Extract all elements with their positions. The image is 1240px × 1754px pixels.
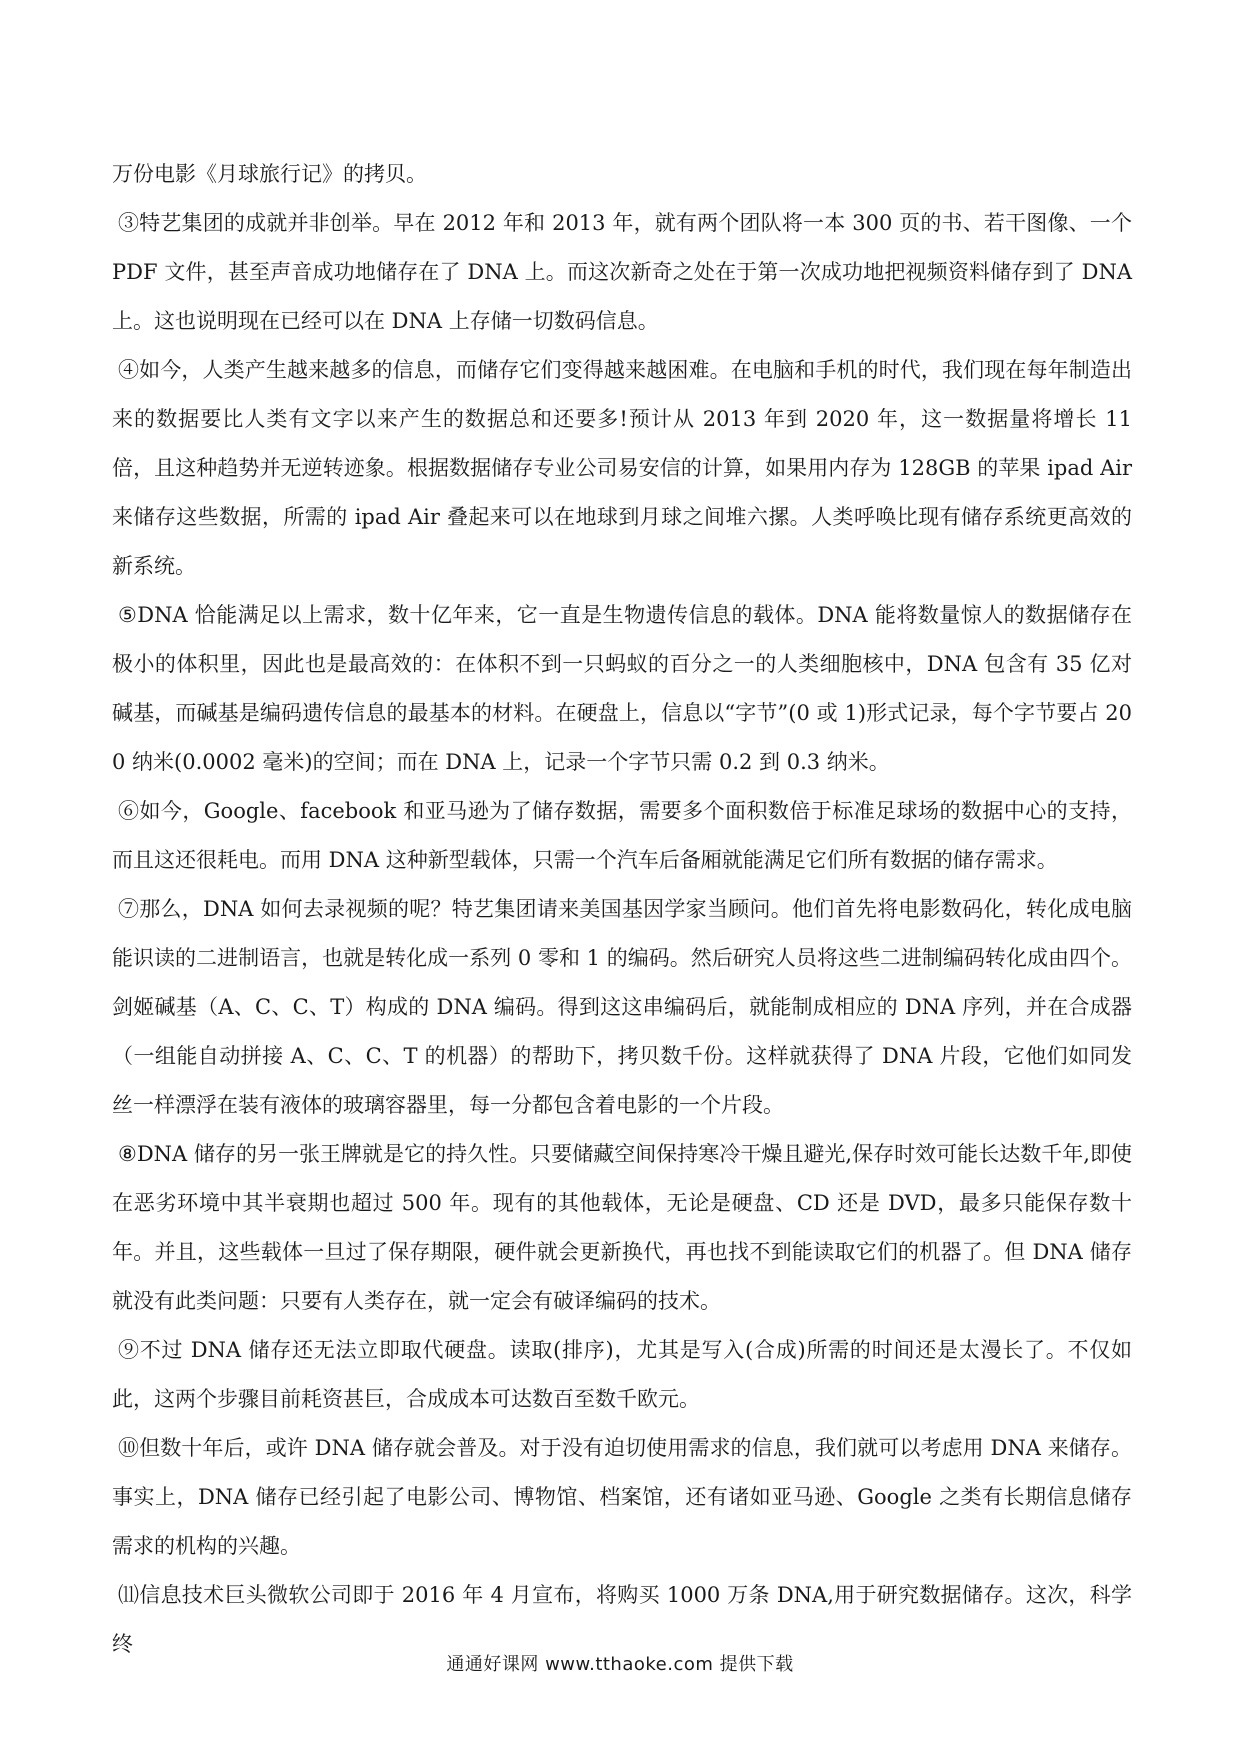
- paragraph-6: ⑥如今，Google、facebook 和亚马逊为了储存数据，需要多个面积数倍于标准足球场的数据中心的支持，而且这还很耗电。而用 DNA 这种新型载体，只需一个汽车后备厢就能满足它们所有数据的储存需求。: [112, 799, 1132, 872]
- paragraph-4: ④如今，人类产生越来越多的信息，而储存它们变得越来越困难。在电脑和手机的时代，我们现在每年制造出来的数据要比人类有文字以来产生的数据总和还要多!预计从 2013 年到 2020 年，这一数据量将增长 11 倍，且这种趋势并无逆转迹象。根据数据储存专业公司易安信的计算，如果用内存为 128GB 的苹果 ipad Air 来储存这些数据，所需的 ipad Air 叠起来可以在地球到月球之间堆六摞。人类呼唤比现有储存系统更高效的新系统。: [112, 358, 1132, 578]
- page-footer: 通通好课网 www.tthaoke.com 提供下载: [446, 1654, 794, 1675]
- paragraph-9: ⑨不过 DNA 储存还无法立即取代硬盘。读取(排序)，尤其是写入(合成)所需的时间还是太漫长了。不仅如此，这两个步骤目前耗资甚巨，合成成本可达数百至数千欧元。: [112, 1338, 1132, 1411]
- paragraph-3: ③特艺集团的成就并非创举。早在 2012 年和 2013 年，就有两个团队将一本 300 页的书、若干图像、一个 PDF 文件，甚至声音成功地储存在了 DNA 上。而这次新奇之处在于第一次成功地把视频资料储存到了 DNA 上。这也说明现在已经可以在 DNA 上存储一切数码信息。: [112, 211, 1132, 333]
- paragraph-11: ⑾信息技术巨头微软公司即于 2016 年 4 月宣布，将购买 1000 万条 DNA,用于研究数据储存。这次，科学终: [112, 1583, 1132, 1656]
- paragraph-10: ⑩但数十年后，或许 DNA 储存就会普及。对于没有迫切使用需求的信息，我们就可以考虑用 DNA 来储存。事实上，DNA 储存已经引起了电影公司、博物馆、档案馆，还有诸如亚马逊、Google 之类有长期信息储存需求的机构的兴趣。: [112, 1436, 1132, 1558]
- paragraph-5: ⑤DNA 恰能满足以上需求，数十亿年来，它一直是生物遗传信息的载体。DNA 能将数量惊人的数据储存在极小的体积里，因此也是最高效的：在体积不到一只蚂蚁的百分之一的人类细胞核中，DNA 包含有 35 亿对碱基，而碱基是编码遗传信息的最基本的材料。在硬盘上，信息以“字节”(0 或 1)形式记录，每个字节要占 200 纳米(0.0002 毫米)的空间；而在 DNA 上，记录一个字节只需 0.2 到 0.3 纳米。: [112, 603, 1132, 774]
- paragraph-8: ⑧DNA 储存的另一张王牌就是它的持久性。只要储藏空间保持寒冷干燥且避光,保存时效可能长达数千年,即使在恶劣环境中其半衰期也超过 500 年。现有的其他载体，无论是硬盘、CD 还是 DVD，最多只能保存数十年。并且，这些载体一旦过了保存期限，硬件就会更新换代，再也找不到能读取它们的机器了。但 DNA 储存就没有此类问题：只要有人类存在，就一定会有破译编码的技术。: [112, 1142, 1132, 1313]
- paragraph-7: ⑦那么，DNA 如何去录视频的呢？特艺集团请来美国基因学家当顾问。他们首先将电影数码化，转化成电脑能识读的二进制语言，也就是转化成一系列 0 零和 1 的编码。然后研究人员将这些二进制编码转化成由四个。剑姬碱基（A、C、C、T）构成的 DNA 编码。得到这这串编码后，就能制成相应的 DNA 序列，并在合成器（一组能自动拼接 A、C、C、T 的机器）的帮助下，拷贝数千份。这样就获得了 DNA 片段，它他们如同发丝一样漂浮在装有液体的玻璃容器里，每一分都包含着电影的一个片段。: [112, 897, 1132, 1117]
- paragraph-continuation: 万份电影《月球旅行记》的拷贝。: [112, 162, 427, 186]
- article-body: [112, 150, 1132, 1669]
